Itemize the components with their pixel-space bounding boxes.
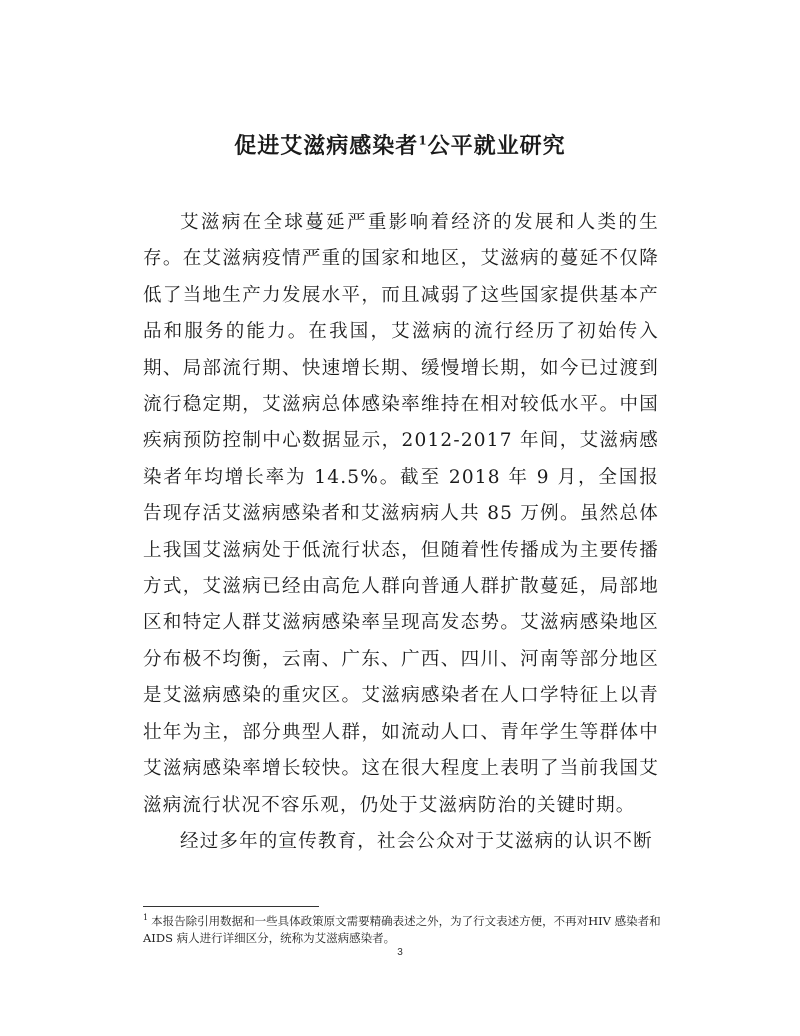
footnote-mark: 1 xyxy=(143,913,149,923)
title-suffix: 公平就业研究 xyxy=(427,133,566,159)
body-text xyxy=(143,205,659,860)
paragraph-2: 经过多年的宣传教育，社会公众对于艾滋病的认识不断 xyxy=(180,830,653,852)
title-text: 促进艾滋病感染者 xyxy=(234,133,419,159)
paragraph-1: 艾滋病在全球蔓延严重影响着经济的发展和人类的生存。在艾滋病疫情严重的国家和地区，艾滋病的蔓延不仅降低了当地生产力发展水平，而且减弱了这些国家提供基本产品和服务的能力。在我国，艾滋病的流行经历了初始传入期、局部流行期、快速增长期、缓慢增长期，如今已过渡到流行稳定期，艾滋病总体感染率维持在相对较低水平。中国疾病预防控制中心数据显示，2012-2017 年间，艾滋病感染者年均增长率为 14.5%。截至 2018 年 9 月，全国报告现存活艾滋病感染者和艾滋病病人共 85 万例。虽然总体上我国艾滋病处于低流行状态，但随着性传播成为主要传播方式，艾滋病已经由高危人群向普通人群扩散蔓延，局部地区和特定人群艾滋病感染率呈现高发态势。艾滋病感染地区分布极不均衡，云南、广东、广西、四川、河南等部分地区是艾滋病感染的重灾区。艾滋病感染者在人口学特征上以青壮年为主，部分典型人群，如流动人口、青年学生等群体中艾滋病感染率增长较快。这在很大程度上表明了当前我国艾滋病流行状况不容乐观，仍处于艾滋病防治的关键时期。 xyxy=(143,212,659,816)
title-footnote-mark[interactable]: 1 xyxy=(418,133,428,148)
footnote-divider xyxy=(143,906,319,907)
footnote-text: 本报告除引用数据和一些具体政策原文需要精确表述之外，为了行文表述方便，不再对HIV 感染者和 AIDS 病人进行详细区分，统称为艾滋病感染者。 xyxy=(143,914,661,945)
page-title xyxy=(0,130,800,162)
footnote xyxy=(143,913,663,947)
page-number: 3 xyxy=(397,947,403,958)
